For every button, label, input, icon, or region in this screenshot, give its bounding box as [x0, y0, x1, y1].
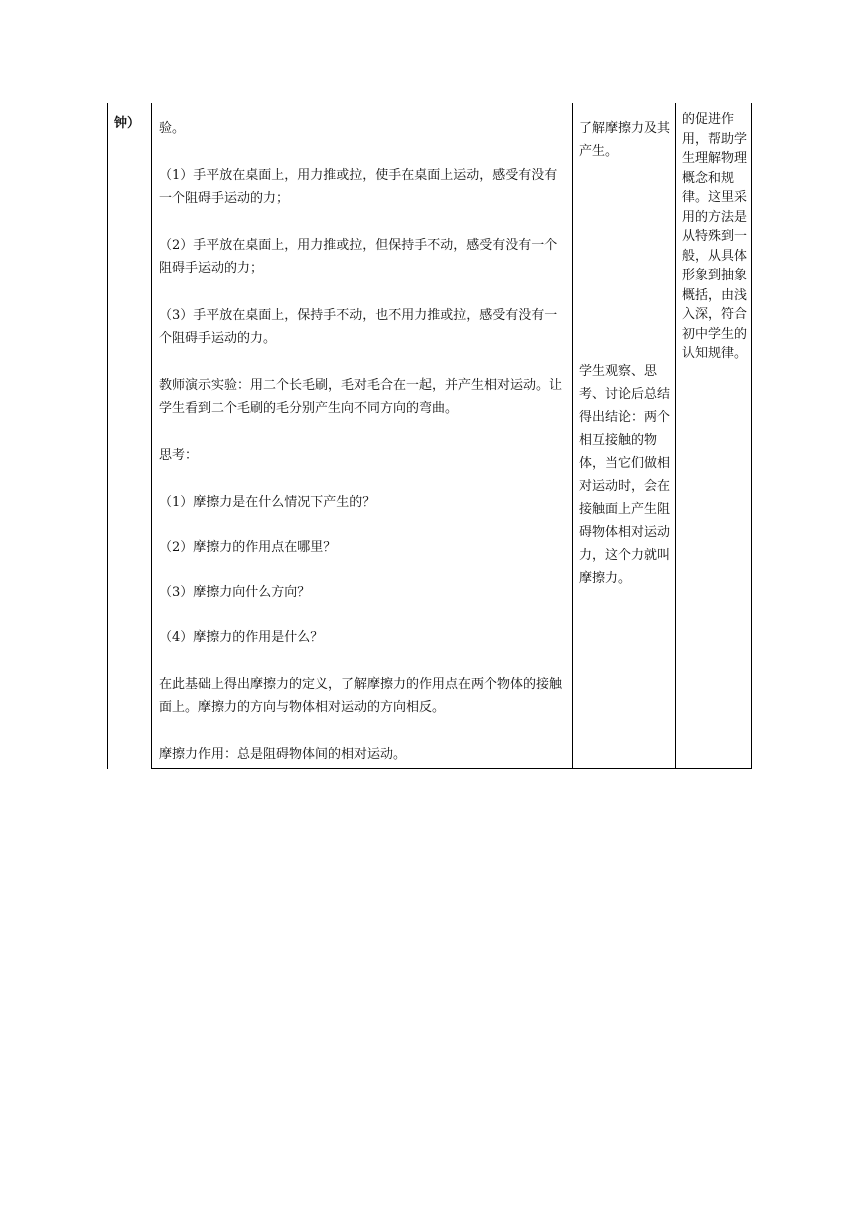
student-activity-conclusion: 学生观察、思考、讨论后总结得出结论：两个相互接触的物体，当它们做相对运动时，会在接触面上产生阻碍物体相对运动力，这个力就叫摩擦力。 [579, 364, 671, 586]
paragraph: （3）摩擦力向什么方向？ [159, 585, 311, 600]
paragraph: （1）手平放在桌面上，用力推或拉，使手在桌面上运动，感受有没有一个阻碍手运动的力； [159, 168, 558, 206]
paragraph: （3）手平放在桌面上，保持手不动，也不用力推或拉，感受有没有一个阻碍手运动的力。 [159, 308, 558, 346]
design-intent-text: 的促进作用，帮助学生理解物理概念和规律。这里采用的方法是从特殊到一般，从具体形象到抽象概括，由浅入深，符合初中学生的认知规律。 [682, 112, 748, 361]
paragraph: （1）摩擦力是在什么情况下产生的？ [159, 495, 376, 510]
teaching-process-cell [159, 117, 569, 790]
student-activity-cell [579, 117, 671, 590]
design-intent-cell [682, 110, 748, 364]
time-cell [114, 112, 148, 135]
paragraph: （4）摩擦力的作用是什么？ [159, 630, 324, 645]
table-border-col2 [572, 103, 573, 769]
table-border-col1 [151, 103, 152, 769]
time-cell-text: 钟） [114, 116, 141, 131]
student-activity-top: 了解摩擦力及其产生。 [579, 121, 671, 159]
paragraph: 验。 [159, 121, 186, 136]
paragraph: 在此基础上得出摩擦力的定义，了解摩擦力的作用点在两个物体的接触面上。摩擦力的方向与物体相对运动的方向相反。 [159, 677, 563, 715]
paragraph: 摩擦力作用：总是阻碍物体间的相对运动。 [159, 747, 407, 762]
table-border-right [751, 103, 752, 769]
paragraph: 教师演示实验：用二个长毛刷，毛对毛合在一起，并产生相对运动。让学生看到二个毛刷的毛分别产生向不同方向的弯曲。 [159, 378, 563, 416]
paragraph: （2）摩擦力的作用点在哪里？ [159, 540, 337, 555]
paragraph: （2）手平放在桌面上，用力推或拉，但保持手不动，感受有没有一个阻碍手运动的力； [159, 238, 558, 276]
paragraph: 思考： [159, 448, 199, 463]
table-border-col3 [675, 103, 676, 769]
table-border-left [107, 103, 108, 769]
